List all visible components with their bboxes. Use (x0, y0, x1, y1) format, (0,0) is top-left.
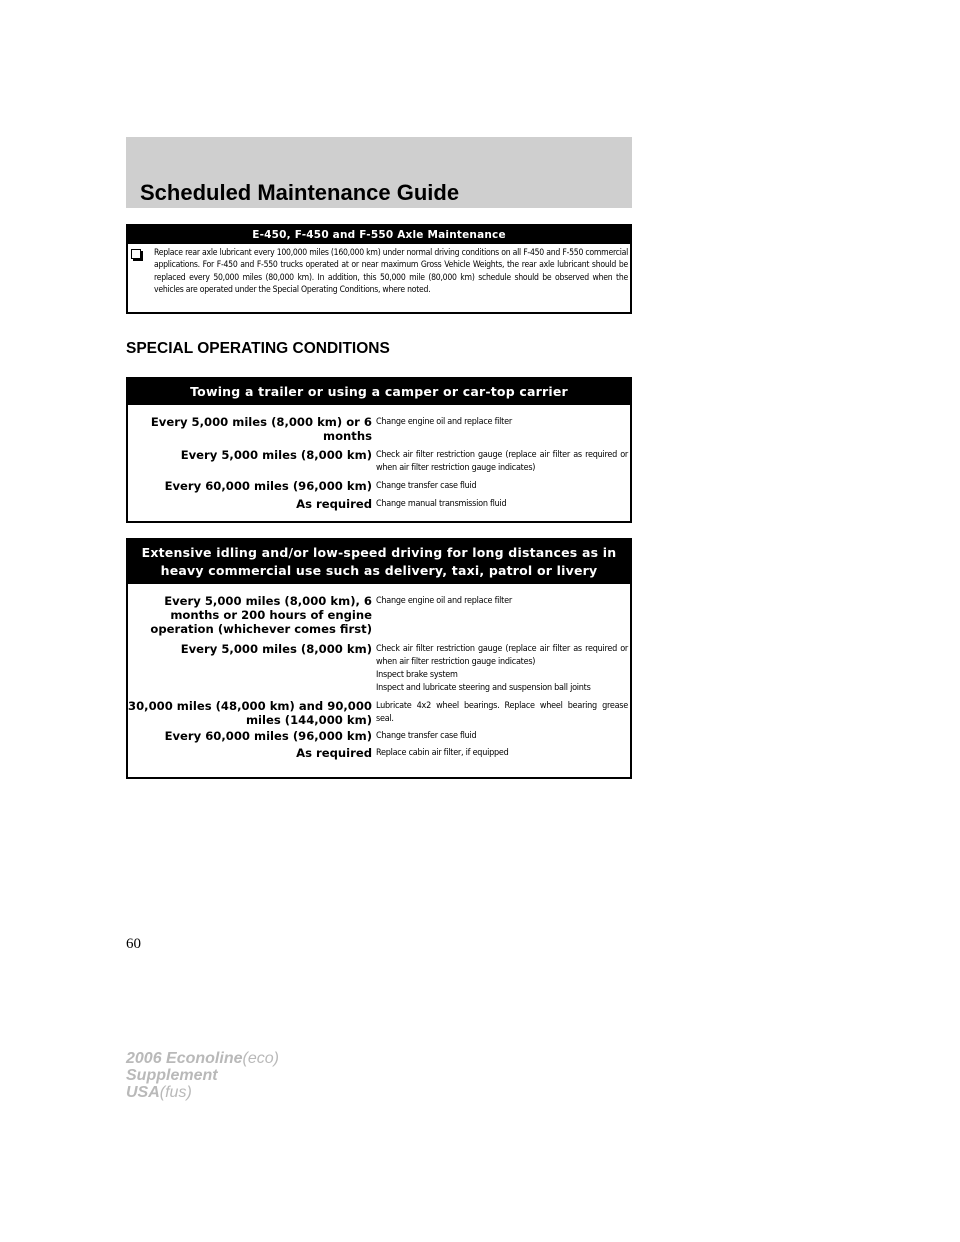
schedule-interval: As required (296, 497, 372, 511)
idling-conditions-title: Extensive idling and/or low-speed driving for long distances as in heavy commercial use such as delivery, taxi, patrol or livery (128, 540, 630, 584)
footer-market-name: USA (126, 1084, 160, 1101)
schedule-interval: 30,000 miles (48,000 km) and 90,000 miles (144,000 km) (128, 699, 372, 727)
schedule-action-line: Change transfer case fluid (376, 481, 477, 491)
schedule-interval: Every 60,000 miles (96,000 km) (164, 479, 372, 493)
schedule-row (128, 497, 630, 511)
schedule-row (128, 479, 630, 493)
schedule-interval: Every 5,000 miles (8,000 km) (180, 642, 372, 656)
schedule-action-line: Change engine oil and replace filter (376, 417, 512, 427)
footer-vehicle-code: (eco) (242, 1050, 279, 1067)
towing-conditions-title: Towing a trailer or using a camper or car-top carrier (128, 379, 630, 405)
schedule-action-line: Check air filter restriction gauge (replace air filter as required or when air filter restriction gauge indicates) (376, 450, 628, 473)
schedule-action (376, 746, 630, 760)
schedule-interval: Every 5,000 miles (8,000 km), 6 months or 200 hours of engine operation (whichever comes first) (150, 594, 372, 636)
schedule-row (128, 729, 630, 743)
schedule-interval: Every 5,000 miles (8,000 km) or 6 months (150, 415, 372, 443)
idling-schedule-list (128, 594, 630, 760)
schedule-action (376, 729, 630, 743)
axle-maintenance-box (126, 224, 632, 314)
schedule-action (376, 415, 630, 429)
schedule-action-line: Lubricate 4x2 wheel bearings. Replace wheel bearing grease seal. (376, 701, 628, 724)
schedule-action (376, 594, 630, 608)
schedule-row (128, 642, 630, 695)
schedule-action (376, 699, 630, 726)
schedule-action-line: Replace cabin air filter, if equipped (376, 748, 509, 758)
schedule-action-line: Change transfer case fluid (376, 731, 477, 741)
schedule-action-line: Inspect and lubricate steering and suspension ball joints (376, 683, 591, 693)
schedule-action-line: Inspect brake system (376, 670, 458, 680)
idling-conditions-box (126, 538, 632, 779)
schedule-row (128, 699, 630, 727)
schedule-row (128, 746, 630, 760)
schedule-action-line: Change engine oil and replace filter (376, 596, 512, 606)
page-title: Scheduled Maintenance Guide (140, 180, 460, 205)
axle-maintenance-item (128, 244, 630, 296)
schedule-interval: Every 5,000 miles (8,000 km) (180, 448, 372, 462)
schedule-row (128, 594, 630, 636)
schedule-action-line: Check air filter restriction gauge (replace air filter as required or when air filter restriction gauge indicates) (376, 644, 628, 667)
towing-conditions-box (126, 377, 632, 523)
schedule-interval: As required (296, 746, 372, 760)
footer-vehicle-name: 2006 Econoline (126, 1050, 243, 1067)
towing-schedule-list (128, 415, 630, 511)
schedule-row (128, 448, 630, 475)
schedule-action (376, 448, 630, 475)
schedule-interval: Every 60,000 miles (96,000 km) (164, 729, 372, 743)
checkbox-icon (131, 249, 141, 259)
schedule-action-line: Change manual transmission fluid (376, 499, 507, 509)
footer-market-code: (fus) (159, 1084, 192, 1101)
schedule-row (128, 415, 630, 443)
schedule-action (376, 642, 630, 695)
document-footer (126, 1050, 279, 1101)
footer-supplement: Supplement (126, 1067, 218, 1084)
axle-maintenance-title: E-450, F-450 and F-550 Axle Maintenance (128, 226, 630, 244)
axle-maintenance-text: Replace rear axle lubricant every 100,000 miles (160,000 km) under normal driving conditions on all F-450 and F-550 commercial applications. For F-450 and F-550 trucks operated at or near maximum Gross Vehicle Weights, the rear axle lubricant should be replaced every 50,000 miles (80,000 km). In addition, this 50,000 mile (80,000 km) schedule should be observed when the vehicles are operated under the Special Operating Conditions, where noted. (154, 248, 628, 295)
schedule-action (376, 497, 630, 511)
section-heading: SPECIAL OPERATING CONDITIONS (126, 340, 390, 357)
page-number: 60 (126, 936, 141, 952)
schedule-action (376, 479, 630, 493)
